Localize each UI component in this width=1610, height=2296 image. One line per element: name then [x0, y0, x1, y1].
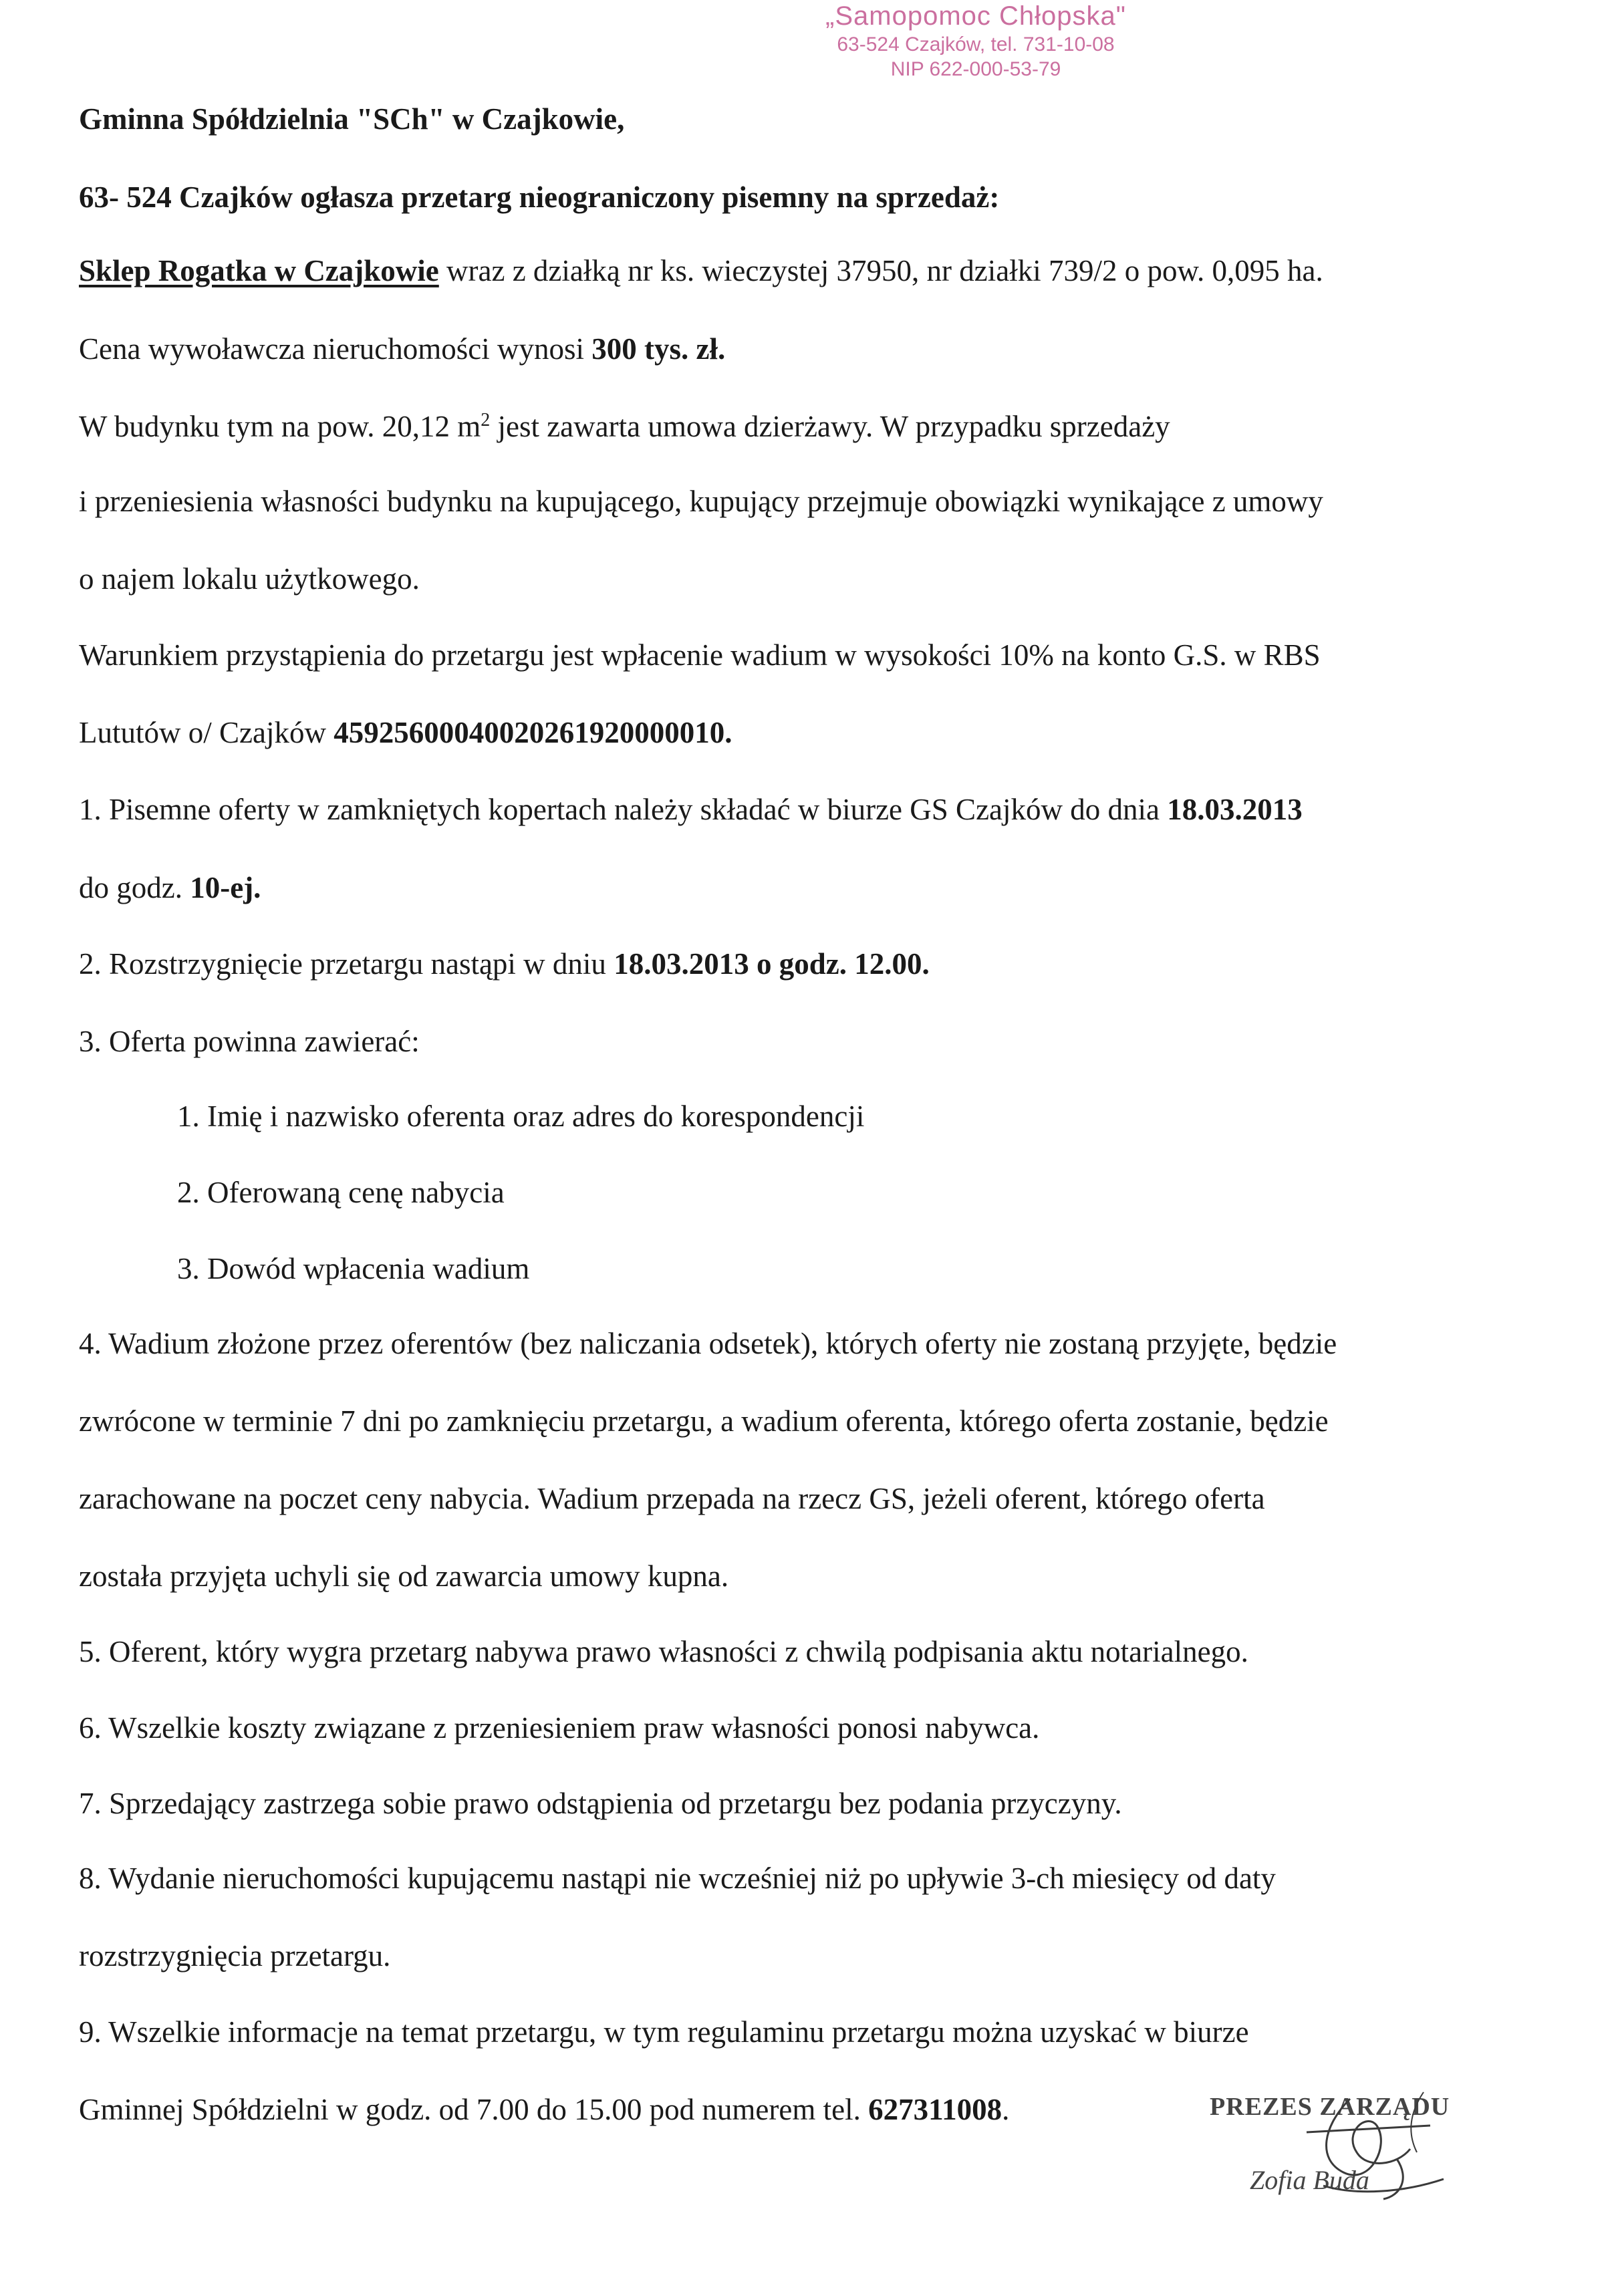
point-1-hour: 10-ej.: [190, 871, 261, 904]
announcement-heading: 63- 524 Czajków ogłasza przetarg nieograniczony pisemny na sprzedaż:: [79, 180, 1000, 214]
point-1-line-2: [79, 869, 261, 906]
object-name: Sklep Rogatka w Czajkowie: [79, 254, 439, 287]
object-details: wraz z działką nr ks. wieczystej 37950, nr działki 739/2 o pow. 0,095 ha.: [438, 254, 1323, 287]
deposit-line-2: [79, 714, 732, 751]
object-line: [79, 252, 1323, 289]
point-8-line-2: rozstrzygnięcia przetargu.: [79, 1939, 391, 1972]
contact-phone: 627311008: [868, 2093, 1002, 2126]
point-2-datetime: 18.03.2013 o godz. 12.00.: [614, 947, 930, 981]
point-9-text: Gminnej Spółdzielni w godz. od 7.00 do 15.00 pod numerem tel.: [79, 2093, 869, 2126]
point-4-line-4: została przyjęta uchyli się od zawarcia umowy kupna.: [79, 1559, 729, 1593]
deposit-bank: Lututów o/ Czajków: [79, 716, 334, 749]
price-value: 300 tys. zł.: [591, 332, 726, 366]
point-6: 6. Wszelkie koszty związane z przeniesieniem praw własności ponosi nabywca.: [79, 1711, 1040, 1745]
org-heading: Gminna Spółdzielnia "SCh" w Czajkowie,: [79, 102, 625, 136]
lease-line-1: [79, 408, 1170, 445]
stamp-line-1: „Samopomoc Chłopska": [825, 1, 1126, 31]
point-7: 7. Sprzedający zastrzega sobie prawo odstąpienia od przetargu bez podania przyczyny.: [79, 1787, 1122, 1820]
point-2: [79, 945, 930, 983]
stamp-line-3: NIP 622-000-53-79: [890, 58, 1061, 80]
point-9-line-1: 9. Wszelkie informacje na temat przetargu, w tym regulaminu przetargu można uzyskać w biurze: [79, 2015, 1249, 2049]
point-4-line-2: zwrócone w terminie 7 dni po zamknięciu przetargu, a wadium oferenta, którego oferta zostanie, będzie: [79, 1404, 1329, 1438]
point-1-line-1: [79, 791, 1303, 828]
point-3-item-3: 3. Dowód wpłacenia wadium: [177, 1252, 530, 1285]
deposit-account-number: 45925600040020261920000010.: [333, 716, 732, 749]
signature-name: Zofia Buda: [1250, 2165, 1369, 2195]
signature-title: PREZES ZARZĄDU: [1210, 2093, 1450, 2121]
point-1-date: 18.03.2013: [1167, 793, 1303, 826]
point-4-line-3: zarachowane na poczet ceny nabycia. Wadium przepada na rzecz GS, jeżeli oferent, którego oferta: [79, 1482, 1265, 1515]
point-2-text: 2. Rozstrzygnięcie przetargu nastąpi w dniu: [79, 947, 614, 981]
price-line: [79, 330, 725, 368]
lease-line-3: o najem lokalu użytkowego.: [79, 562, 420, 596]
deposit-line-1: Warunkiem przystąpienia do przetargu jest wpłacenie wadium w wysokości 10% na konto G.S. w RBS: [79, 638, 1321, 672]
company-stamp: [789, 0, 1163, 82]
point-3-item-1: 1. Imię i nazwisko oferenta oraz adres do korespondencji: [177, 1100, 865, 1133]
price-label: Cena wywoławcza nieruchomości wynosi: [79, 332, 592, 366]
lease-text-a: W budynku tym na pow. 20,12 m: [79, 410, 481, 443]
area-superscript: 2: [481, 410, 491, 430]
point-1-hour-label: do godz.: [79, 871, 190, 904]
point-1-text: 1. Pisemne oferty w zamkniętych kopertach należy składać w biurze GS Czajków do dnia: [79, 793, 1168, 826]
handwritten-signature-icon: [1243, 2085, 1470, 2206]
stamp-line-2: 63-524 Czajków, tel. 731-10-08: [837, 33, 1115, 55]
lease-text-b: jest zawarta umowa dzierżawy. W przypadku sprzedaży: [490, 410, 1170, 443]
point-3-item-2: 2. Oferowaną cenę nabycia: [177, 1176, 505, 1209]
point-5: 5. Oferent, który wygra przetarg nabywa prawo własności z chwilą podpisania aktu notarialnego.: [79, 1635, 1248, 1668]
point-4-line-1: 4. Wadium złożone przez oferentów (bez naliczania odsetek), których oferty nie zostaną przyjęte, będzie: [79, 1327, 1337, 1360]
point-9-period: .: [1002, 2093, 1010, 2126]
lease-line-2: i przeniesienia własności budynku na kupującego, kupujący przejmuje obowiązki wynikające z umowy: [79, 485, 1323, 518]
point-8-line-1: 8. Wydanie nieruchomości kupującemu nastąpi nie wcześniej niż po upływie 3-ch miesięcy od daty: [79, 1862, 1276, 1895]
point-3: 3. Oferta powinna zawierać:: [79, 1025, 420, 1058]
point-9-line-2: [79, 2091, 1009, 2128]
